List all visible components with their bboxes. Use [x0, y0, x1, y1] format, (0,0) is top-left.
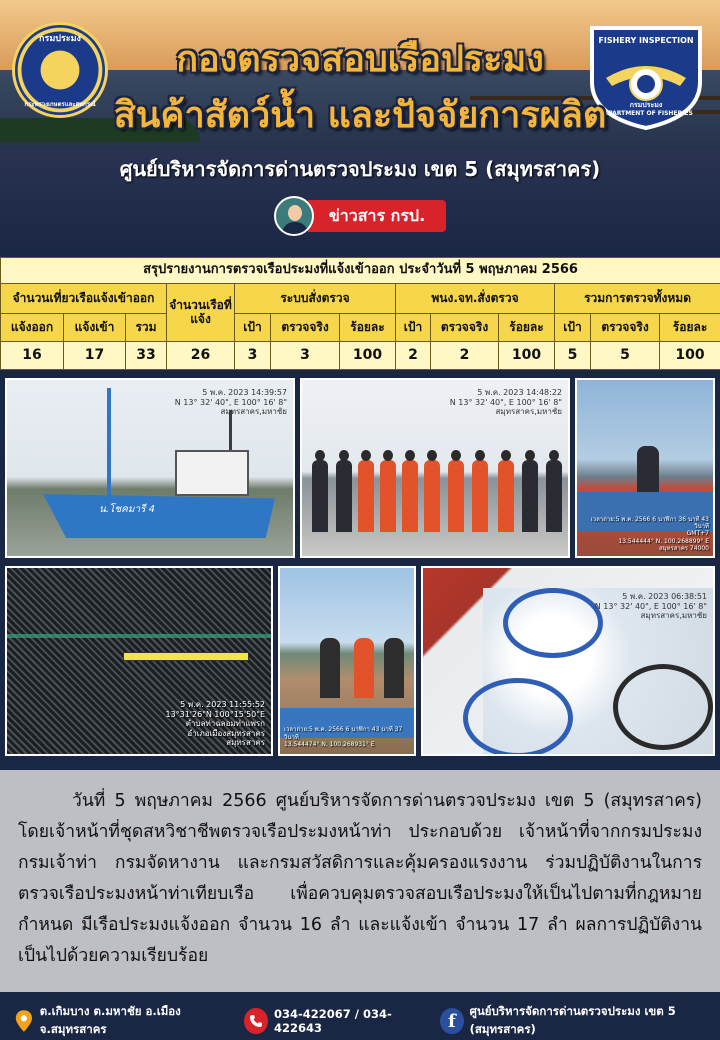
news-paragraph: วันที่ 5 พฤษภาคม 2566 ศูนย์บริหารจัดการด่านตรวจประมง เขต 5 (สมุทรสาคร) โดยเจ้าหน้าที่ชุดสหวิชาชีพตรวจเรือประมงหน้าท่า ประกอบด้วย เจ้าหน้าที่จากกรมประมง กรมเจ้าท่า กรมจัดหางาน และกรมสวัสดิการและคุ้มครองแรงงาน ร่วมปฏิบัติงานในการตรวจเรือประมงหน้าท่าเทียบเรือ เพื่อควบคุมตรวจสอบเรือประมงให้เป็นไปตามที่กฎหมายกำหนด มีเรือประมงแจ้งออก จำนวน 16 ลำ และแจ้งเข้า จำนวน 17 ลำ ผลการปฏิบัติงานเป็นไปด้วยความเรียบร้อย — [18, 791, 702, 966]
header-banner — [0, 0, 720, 255]
page-title-line1: กองตรวจสอบเรือประมง — [176, 39, 544, 80]
page-title-line2: สินค้าสัตว์น้ำ และปัจจัยการผลิต — [113, 95, 607, 136]
footer-address-text: ต.เกิมบาง ต.มหาชัย อ.เมือง จ.สมุทรสาคร — [39, 1004, 181, 1036]
footer-address — [0, 1002, 230, 1040]
header-tot-target: เป้า — [555, 314, 591, 342]
value-off-target: 2 — [396, 342, 431, 370]
header-trips: จำนวนเที่ยวเรือแจ้งเข้าออก — [1, 284, 167, 314]
logo-left-top-text: กรมประมง — [39, 34, 81, 44]
photo-fishing-boat — [5, 378, 295, 558]
value-sys-percent: 100 — [340, 342, 396, 370]
header-tot-percent: ร้อยละ — [660, 314, 720, 342]
news-body — [0, 770, 720, 992]
logo-right-thai-text: กรมประมง — [629, 101, 663, 109]
photo-stamp: 5 พ.ค. 2023 11:55:52 13°31'26"N 100°15'50"E ตำบลท่าฉลอมท่าแพรก อำเภอเมืองสมุทรสาคร สมุทรสาคร — [165, 700, 265, 748]
footer-facebook[interactable] — [440, 1002, 720, 1040]
facebook-icon: f — [440, 1008, 464, 1034]
photo-stamp: 5 พ.ค. 2023 14:48:22 N 13° 32' 40", E 100° 16' 8" สมุทรสาคร,มหาชัย — [449, 388, 562, 417]
value-sys-target: 3 — [235, 342, 271, 370]
value-off-percent: 100 — [499, 342, 555, 370]
photo-stamp: เวลาถ่าย:5 พ.ค. 2566 6 นาฬิกา 36 นาที 43 วินาที GMT+7 13.544444° N, 100.268899° E สมุทรสาคร 74000 — [590, 516, 709, 552]
value-off-actual: 2 — [431, 342, 499, 370]
news-badge-label: ข่าวสาร กรป. — [308, 200, 446, 232]
header-off-actual: ตรวจจริง — [431, 314, 499, 342]
photo-stamp: เวลาถ่าย:5 พ.ค. 2566 6 นาฬิกา 43 นาที 37 วินาที 13.544474° N, 100.268931° E — [284, 726, 403, 748]
logo-right-bottom-text: DEPARTMENT OF FISHERIES — [599, 110, 693, 117]
header-system-inspect: ระบบสั่งตรวจ — [235, 284, 396, 314]
page-subtitle: ศูนย์บริหารจัดการด่านตรวจประมง เขต 5 (สมุทรสาคร) — [119, 157, 601, 181]
header-sys-target: เป้า — [235, 314, 271, 342]
value-sum: 33 — [126, 342, 167, 370]
boat-name-text: น.โชคมารี 4 — [99, 504, 155, 515]
value-out: 16 — [1, 342, 64, 370]
photo-officer-on-boat — [575, 378, 715, 558]
table-title: สรุปรายงานการตรวจเรือประมงที่แจ้งเข้าออก ประจำวันที่ 5 พฤษภาคม 2566 — [1, 258, 720, 284]
photo-stamp: 5 พ.ค. 2023 06:38:51 N 13° 32' 40", E 100° 16' 8" สมุทรสาคร,มหาชัย — [594, 592, 707, 621]
value-sys-actual: 3 — [271, 342, 340, 370]
footer-contact-bar — [0, 1002, 720, 1040]
header-out: แจ้งออก — [1, 314, 64, 342]
header-total-inspect: รวมการตรวจทั้งหมด — [555, 284, 720, 314]
header-in: แจ้งเข้า — [64, 314, 126, 342]
header-sum: รวม — [126, 314, 167, 342]
photo-deck-inspection — [278, 566, 416, 756]
phone-icon — [244, 1008, 268, 1034]
value-tot-actual: 5 — [591, 342, 660, 370]
news-badge — [274, 196, 446, 236]
photo-fish-catch — [421, 566, 715, 756]
photo-inspection-team — [300, 378, 570, 558]
footer-facebook-text: ศูนย์บริหารจัดการด่านตรวจประมง เขต 5 (สมุทรสาคร) — [469, 1004, 676, 1036]
header-sys-percent: ร้อยละ — [340, 314, 396, 342]
value-tot-percent: 100 — [660, 342, 720, 370]
header-officer-inspect: พนง.จท.สั่งตรวจ — [396, 284, 555, 314]
header-sys-actual: ตรวจจริง — [271, 314, 340, 342]
officer-avatar-icon — [274, 196, 314, 236]
value-tot-target: 5 — [555, 342, 591, 370]
header-off-percent: ร้อยละ — [499, 314, 555, 342]
photo-net-measurement — [5, 566, 273, 756]
photo-stamp: 5 พ.ค. 2023 14:39:57 N 13° 32' 40", E 100° 16' 8" สมุทรสาคร,มหาชัย — [174, 388, 287, 417]
header-tot-actual: ตรวจจริง — [591, 314, 660, 342]
value-in: 17 — [64, 342, 126, 370]
header-off-target: เป้า — [396, 314, 431, 342]
header-boats: จำนวนเรือที่แจ้ง — [167, 284, 235, 342]
value-boats: 26 — [167, 342, 235, 370]
logo-right-top-text: FISHERY INSPECTION — [598, 36, 694, 45]
logo-left-bottom-text: กระทรวงเกษตรและสหกรณ์ — [24, 101, 96, 108]
footer-phone[interactable] — [244, 1002, 424, 1040]
inspection-summary-table — [0, 257, 720, 370]
map-pin-icon — [14, 1008, 34, 1034]
footer-phone-text: 034-422067 / 034-422643 — [273, 1007, 392, 1035]
